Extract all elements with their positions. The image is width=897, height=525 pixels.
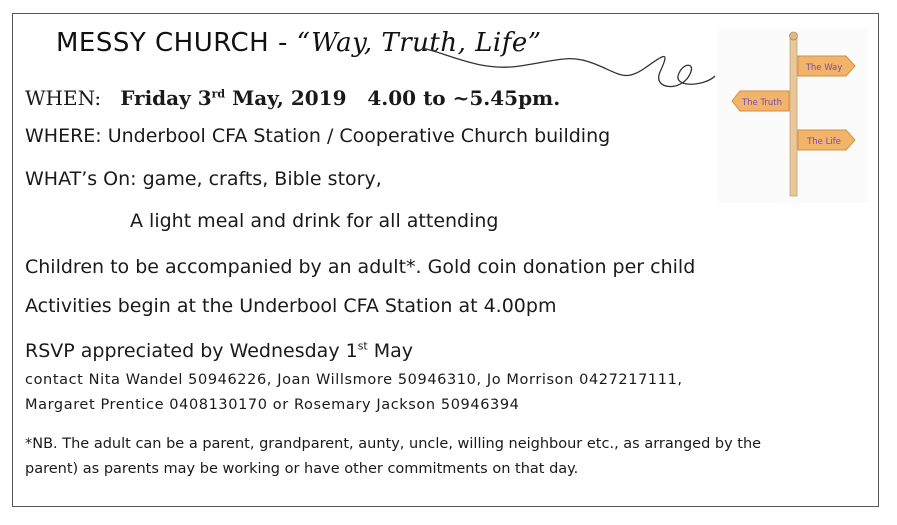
activities-line: Activities begin at the Underbool CFA Station at 4.00pm [25, 295, 557, 317]
when-date-sup: rd [211, 87, 226, 101]
when-time: 4.00 to ~5.45pm. [367, 86, 561, 110]
when-line [25, 86, 560, 110]
signpost-cap [790, 32, 798, 40]
children-line: Children to be accompanied by an adult*. Gold coin donation per child [25, 256, 696, 278]
signpost-illustration [718, 28, 868, 203]
title-tagline: “Way, Truth, Life” [296, 28, 542, 58]
rsvp-sup: st [357, 339, 368, 353]
title-main: MESSY CHURCH - [56, 28, 297, 58]
rsvp-line [25, 340, 413, 362]
rsvp-suffix: May [367, 340, 414, 362]
contact-line-1: contact Nita Wandel 50946226, Joan Willsmore 50946310, Jo Morrison 0427217111, [25, 372, 683, 388]
where-line: WHERE: Underbool CFA Station / Cooperative Church building [25, 125, 611, 147]
when-date-suffix: May, 2019 [225, 86, 347, 110]
when-date-prefix: Friday 3 [120, 86, 212, 110]
when-label: WHEN: [25, 86, 102, 110]
meal-line: A light meal and drink for all attending [130, 210, 499, 232]
sign-life-label: The Life [807, 137, 841, 147]
whats-on-line: WHAT’s On: game, crafts, Bible story, [25, 168, 382, 190]
sign-way-label: The Way [805, 63, 843, 73]
rsvp-prefix: RSVP appreciated by Wednesday 1 [25, 340, 358, 362]
sign-truth-label: The Truth [741, 98, 783, 108]
nb-line-2: parent) as parents may be working or have other commitments on that day. [25, 461, 579, 477]
nb-line-1: *NB. The adult can be a parent, grandparent, aunty, uncle, willing neighbour etc., as arranged by the [25, 436, 762, 452]
contact-line-2: Margaret Prentice 0408130170 or Rosemary Jackson 50946394 [25, 397, 520, 413]
signpost-pole [790, 36, 797, 196]
